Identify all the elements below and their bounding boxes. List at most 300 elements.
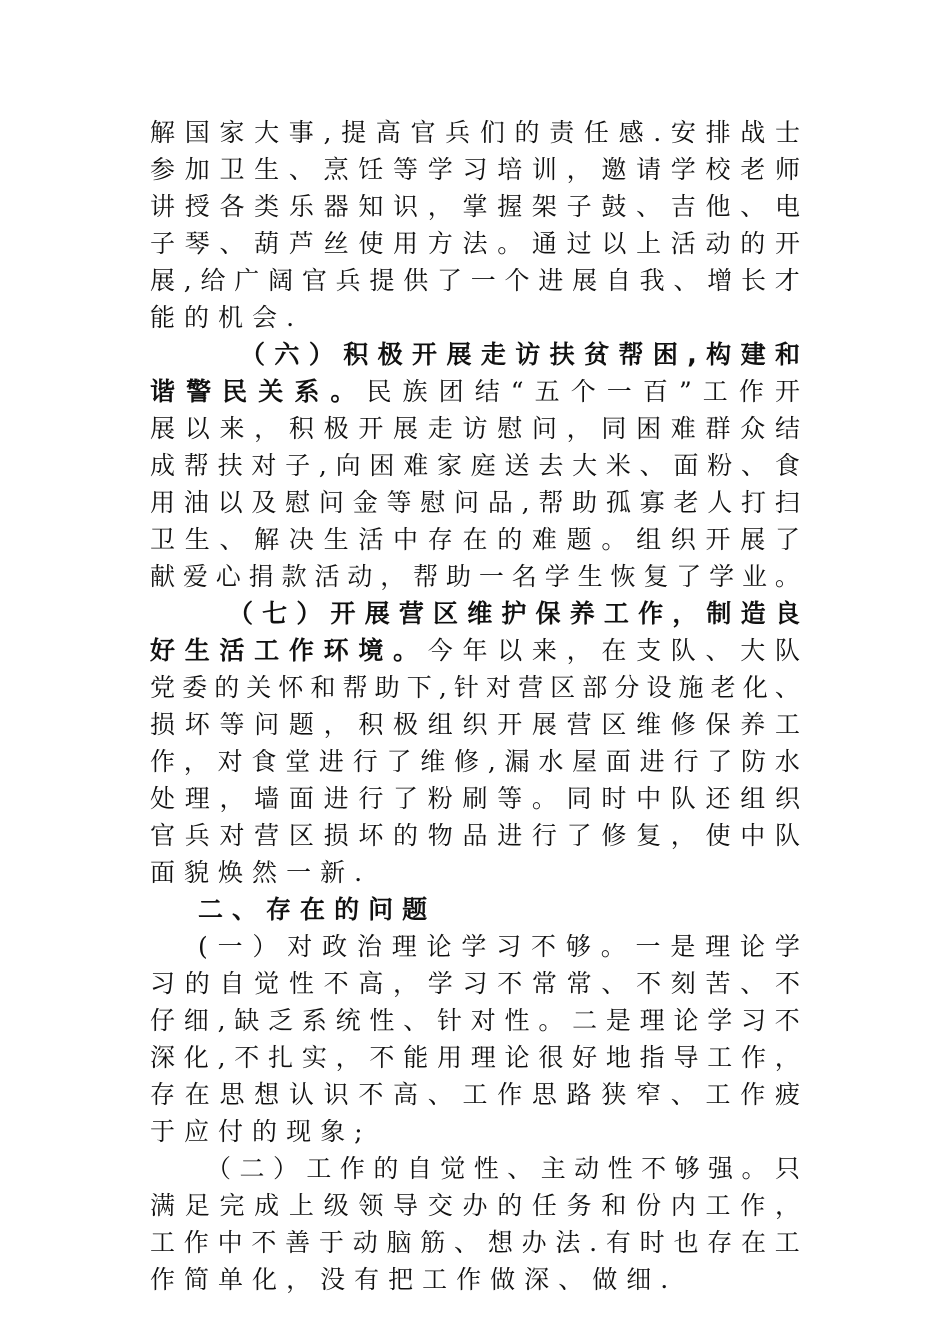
text-char: 扶 — [217, 451, 243, 480]
text-char: 交 — [427, 1191, 453, 1220]
text-char: 学 — [427, 155, 453, 184]
text-char: 存 — [150, 1080, 176, 1109]
text-char: 、 — [636, 192, 662, 221]
text-char: 学 — [670, 155, 696, 184]
text-char: 想 — [487, 1228, 513, 1257]
text-char: 以 — [497, 636, 523, 665]
text-char: 、 — [288, 155, 314, 184]
text-char: 不 — [774, 969, 800, 998]
text-char: 活 — [670, 229, 696, 258]
text-char: 队 — [670, 784, 696, 813]
text-char: 、 — [639, 451, 665, 480]
text-char: 也 — [673, 1228, 699, 1257]
text-char: 觉 — [440, 1154, 466, 1183]
text-char: 好 — [572, 1043, 598, 1072]
text-char: 同 — [566, 784, 592, 813]
text-char: 二 — [198, 895, 224, 924]
text-char: 展 — [572, 266, 598, 295]
text-line — [150, 520, 800, 560]
text-char: 、 — [740, 969, 766, 998]
text-char: 一 — [606, 377, 632, 406]
text-char: 家 — [219, 118, 245, 147]
text-line — [150, 853, 800, 893]
text-char: 队 — [774, 821, 800, 850]
text-char: 好 — [150, 636, 176, 665]
text-char: 帮 — [183, 451, 209, 480]
text-char: 动 — [352, 1228, 378, 1257]
text-char: 保 — [705, 710, 731, 739]
text-char: 面 — [673, 451, 699, 480]
text-char: 完 — [219, 1191, 245, 1220]
text-char: 制 — [706, 599, 732, 628]
text-char: 去 — [538, 451, 564, 480]
text-char: 极 — [393, 710, 419, 739]
text-char: 老 — [673, 488, 699, 517]
text-char: 。 — [774, 562, 800, 591]
text-char: ， — [183, 747, 209, 776]
text-char: 生 — [323, 525, 349, 554]
text-char: , — [438, 673, 447, 702]
text-char: 困 — [369, 451, 395, 480]
text-char: 思 — [219, 1080, 245, 1109]
text-char: 慰 — [497, 414, 523, 443]
text-char: 了 — [386, 747, 412, 776]
text-char: ， — [323, 710, 349, 739]
text-char: 国 — [184, 118, 210, 147]
text-char: 不 — [251, 1228, 277, 1257]
text-char: 帮 — [413, 562, 439, 591]
text-char: 给 — [200, 266, 226, 295]
text-char: 老 — [710, 673, 736, 702]
text-char: , — [217, 1043, 226, 1072]
text-char: （ — [228, 599, 254, 628]
text-char: （ — [206, 1154, 232, 1183]
text-char: 、 — [673, 266, 699, 295]
text-char: 是 — [670, 932, 696, 961]
text-char: 屋 — [572, 747, 598, 776]
text-char: 供 — [403, 266, 429, 295]
text-line — [150, 779, 800, 819]
text-char: 工 — [603, 599, 629, 628]
text-char: ， — [566, 414, 592, 443]
text-char: 展 — [364, 599, 390, 628]
text-char: 个 — [570, 377, 596, 406]
text-line — [228, 594, 800, 634]
text-char: ” — [678, 377, 692, 406]
text-char: 众 — [740, 414, 766, 443]
text-char: 帮 — [342, 673, 368, 702]
text-char: 对 — [287, 932, 313, 961]
text-char: 存 — [427, 525, 453, 554]
text-char: 极 — [377, 340, 403, 369]
text-char: 的 — [740, 229, 766, 258]
text-char: 电 — [774, 192, 800, 221]
text-char: 的 — [497, 525, 523, 554]
text-char: 工 — [702, 377, 728, 406]
text-char: 、 — [403, 1006, 429, 1035]
text-char: 主 — [540, 1154, 566, 1183]
text-char: 上 — [636, 229, 662, 258]
text-char: 成 — [150, 451, 176, 480]
text-char: 解 — [254, 525, 280, 554]
text-char: , — [487, 747, 496, 776]
text-char: 习 — [462, 969, 488, 998]
text-char: 中 — [740, 821, 766, 850]
text-char: 区 — [433, 599, 459, 628]
text-char: 保 — [535, 599, 561, 628]
text-char: 走 — [480, 340, 506, 369]
text-char: 不 — [636, 969, 662, 998]
text-char: （ — [240, 340, 266, 369]
text-char: 丝 — [323, 229, 349, 258]
text-char: 内 — [670, 1191, 696, 1220]
text-char: 不 — [323, 969, 349, 998]
text-char: ） — [308, 340, 334, 369]
text-char: 焕 — [218, 858, 244, 887]
text-char: 握 — [497, 192, 523, 221]
text-char: 自 — [219, 969, 245, 998]
text-line — [150, 1075, 800, 1115]
text-char: 地 — [605, 1043, 631, 1072]
text-char: 来 — [219, 414, 245, 443]
text-char: 、 — [558, 1265, 584, 1294]
text-char: 务 — [566, 1191, 592, 1220]
text-char: 机 — [218, 303, 244, 332]
text-char: 在 — [741, 1228, 767, 1257]
text-char: 用 — [393, 229, 419, 258]
text-char: 环 — [323, 636, 349, 665]
text-char: 怀 — [278, 673, 304, 702]
text-char: 作 — [456, 1265, 482, 1294]
text-char: 营 — [254, 821, 280, 850]
text-char: 战 — [740, 118, 766, 147]
text-char: 化 — [742, 673, 768, 702]
text-char: 关 — [246, 673, 272, 702]
text-char: 七 — [262, 599, 288, 628]
text-char: 论 — [504, 1043, 530, 1072]
text-char: 等 — [386, 488, 412, 517]
text-char: 助 — [572, 488, 598, 517]
text-char: 筋 — [420, 1228, 446, 1257]
text-char: ） — [272, 1154, 298, 1183]
text-char: 作 — [738, 377, 764, 406]
text-char: 的 — [184, 969, 210, 998]
text-char: 区 — [601, 710, 627, 739]
text-char: 组 — [740, 784, 766, 813]
text-char: 困 — [652, 340, 678, 369]
text-char: 队 — [670, 636, 696, 665]
text-char: 导 — [393, 1191, 419, 1220]
text-char: 帮 — [538, 488, 564, 517]
text-char: 很 — [538, 1043, 564, 1072]
text-char: 工 — [306, 1154, 332, 1183]
text-char: 的 — [184, 303, 210, 332]
text-char: 任 — [583, 118, 609, 147]
text-char: 认 — [288, 1080, 314, 1109]
text-char: 细 — [183, 1006, 209, 1035]
text-char: 解 — [150, 118, 176, 147]
text-char: 常 — [566, 969, 592, 998]
text-char: 和 — [601, 1191, 627, 1220]
text-char: 讲 — [150, 192, 176, 221]
text-char: 时 — [639, 1228, 665, 1257]
text-char: 新 — [320, 858, 346, 887]
text-char: 士 — [774, 118, 800, 147]
text-char: 面 — [150, 858, 176, 887]
text-char: 提 — [369, 266, 395, 295]
text-char: 时 — [601, 784, 627, 813]
text-char: 工 — [705, 1191, 731, 1220]
text-char: 家 — [436, 451, 462, 480]
text-char: 学 — [544, 562, 570, 591]
text-char: 学 — [774, 932, 800, 961]
text-char: 针 — [453, 673, 479, 702]
text-char: 营 — [518, 673, 544, 702]
text-char: 。 — [538, 1006, 564, 1035]
text-char: 进 — [538, 266, 564, 295]
text-char: 作 — [497, 1080, 523, 1109]
text-char: 访 — [462, 414, 488, 443]
text-char: 活 — [219, 636, 245, 665]
text-char: 行 — [352, 747, 378, 776]
text-char: 工 — [707, 1043, 733, 1072]
text-char: 来 — [531, 636, 557, 665]
text-char: 的 — [252, 1117, 278, 1146]
text-char: 常 — [531, 969, 557, 998]
text-char: 活 — [358, 525, 384, 554]
text-char: 会 — [252, 303, 278, 332]
text-char: 刷 — [462, 784, 488, 813]
text-char: 团 — [438, 377, 464, 406]
text-char: 建 — [740, 340, 766, 369]
text-char: 打 — [741, 488, 767, 517]
text-char: 米 — [605, 451, 631, 480]
text-char: 问 — [531, 414, 557, 443]
text-char: 施 — [678, 673, 704, 702]
text-char: 性 — [473, 1154, 499, 1183]
text-char: 年 — [462, 636, 488, 665]
text-char: 水 — [538, 747, 564, 776]
text-char: 份 — [636, 1191, 662, 1220]
text-char: 寡 — [639, 488, 665, 517]
text-char: 治 — [356, 932, 382, 961]
text-char: 琴 — [184, 229, 210, 258]
text-char: 参 — [150, 155, 176, 184]
text-char: 系 — [301, 1006, 327, 1035]
text-char: ） — [296, 599, 322, 628]
text-char: 组 — [636, 525, 662, 554]
text-char: 做 — [592, 1265, 618, 1294]
text-char: 于 — [318, 1228, 344, 1257]
text-line — [150, 446, 800, 486]
text-line — [150, 113, 800, 153]
text-char: 级 — [323, 1191, 349, 1220]
text-char: 组 — [427, 710, 453, 739]
text-char: 指 — [639, 1043, 665, 1072]
text-char: 积 — [288, 414, 314, 443]
text-char: 责 — [549, 118, 575, 147]
text-char: 一 — [478, 562, 504, 591]
text-char: 兵 — [184, 821, 210, 850]
text-char: 处 — [150, 784, 176, 813]
text-char: 感 — [618, 118, 644, 147]
text-char: 谐 — [150, 377, 176, 406]
text-char: 上 — [288, 1191, 314, 1220]
text-char: 子 — [150, 229, 176, 258]
text-char: 复 — [636, 821, 662, 850]
text-char: 漏 — [504, 747, 530, 776]
text-char: 进 — [639, 747, 665, 776]
text-line — [150, 1186, 800, 1226]
text-char: , — [217, 1006, 226, 1035]
text-char: 和 — [774, 340, 800, 369]
text-char: 有 — [605, 1228, 631, 1257]
text-char: 善 — [285, 1228, 311, 1257]
text-char: 、 — [670, 1080, 696, 1109]
text-char: ， — [566, 155, 592, 184]
text-char: 老 — [740, 155, 766, 184]
text-char: 展 — [446, 340, 472, 369]
text-char: 题 — [402, 895, 428, 924]
text-char: 阔 — [268, 266, 294, 295]
text-char: 维 — [420, 747, 446, 776]
text-char: ( — [198, 932, 208, 961]
text-char: 群 — [705, 414, 731, 443]
text-char: 助 — [446, 562, 472, 591]
text-char: 付 — [218, 1117, 244, 1146]
text-char: 分 — [614, 673, 640, 702]
text-char: 对 — [485, 673, 511, 702]
text-char: 法 — [462, 229, 488, 258]
text-char: 活 — [314, 562, 340, 591]
text-char: 设 — [646, 673, 672, 702]
text-char: 题 — [288, 710, 314, 739]
text-char: 开 — [774, 377, 800, 406]
text-char: 族 — [402, 377, 428, 406]
text-char: 品 — [462, 821, 488, 850]
text-char: 满 — [150, 1191, 176, 1220]
text-char: 通 — [531, 229, 557, 258]
text-char: 吉 — [670, 192, 696, 221]
text-char: 维 — [636, 710, 662, 739]
text-char: 进 — [497, 821, 523, 850]
text-char: 自 — [406, 1154, 432, 1183]
text-char: 结 — [774, 414, 800, 443]
text-char: 理 — [470, 1043, 496, 1072]
text-char: 开 — [705, 525, 731, 554]
text-char: 的 — [514, 118, 540, 147]
text-char: 了 — [707, 747, 733, 776]
text-char: 鼓 — [601, 192, 627, 221]
text-char: 不 — [358, 1080, 384, 1109]
text-char: 造 — [740, 599, 766, 628]
text-char: 了 — [676, 562, 702, 591]
text-char: 我 — [639, 266, 665, 295]
text-char: 自 — [605, 266, 631, 295]
text-char: 等 — [393, 155, 419, 184]
text-char: 领 — [358, 1191, 384, 1220]
text-char: 够 — [565, 932, 591, 961]
text-line — [150, 298, 800, 338]
text-char: 各 — [219, 192, 245, 221]
text-char: 助 — [374, 673, 400, 702]
text-char: 难 — [670, 414, 696, 443]
text-char: 乏 — [268, 1006, 294, 1035]
text-line — [150, 1260, 800, 1300]
text-char: 们 — [479, 118, 505, 147]
text-char: 学 — [427, 969, 453, 998]
text-char: 粉 — [707, 451, 733, 480]
text-char: ， — [774, 1043, 800, 1072]
text-char: 用 — [436, 1043, 462, 1072]
text-char: 系 — [294, 377, 320, 406]
text-char: ） — [252, 932, 278, 961]
text-char: 及 — [251, 488, 277, 517]
text-char: 简 — [184, 1265, 210, 1294]
text-char: 他 — [705, 192, 731, 221]
text-char: 加 — [184, 155, 210, 184]
text-char: 针 — [436, 1006, 462, 1035]
text-line — [150, 742, 800, 782]
text-char: 方 — [427, 229, 453, 258]
text-char: 用 — [150, 488, 176, 517]
text-char: 子 — [285, 451, 311, 480]
text-char: 办 — [521, 1228, 547, 1257]
text-char: 、 — [601, 969, 627, 998]
text-char: 织 — [462, 710, 488, 739]
text-char: 贫 — [584, 340, 610, 369]
text-char: 。 — [600, 932, 626, 961]
text-char: 授 — [184, 192, 210, 221]
text-char: 二 — [239, 1154, 265, 1183]
text-char: ， — [286, 1265, 312, 1294]
text-char: 中 — [636, 784, 662, 813]
text-char: 动 — [574, 1154, 600, 1183]
text-char: 存 — [707, 1228, 733, 1257]
text-char: 的 — [334, 895, 360, 924]
text-char: 的 — [497, 1191, 523, 1220]
text-line — [150, 261, 800, 301]
text-char: 仔 — [150, 1006, 176, 1035]
text-char: 。 — [497, 229, 523, 258]
text-char: 高 — [393, 1080, 419, 1109]
text-char: 高 — [375, 118, 401, 147]
text-char: 官 — [150, 821, 176, 850]
text-char: ， — [774, 1191, 800, 1220]
text-char: 不 — [774, 1006, 800, 1035]
text-char: 习 — [741, 1006, 767, 1035]
text-char: . — [589, 1228, 598, 1257]
text-line — [150, 409, 800, 449]
text-char: 个 — [504, 266, 530, 295]
text-char: 、 — [741, 451, 767, 480]
text-char: 关 — [258, 377, 284, 406]
text-char: 损 — [323, 821, 349, 850]
text-char: 事 — [288, 118, 314, 147]
text-line — [150, 964, 800, 1004]
text-char: 复 — [643, 562, 669, 591]
text-char: 论 — [740, 932, 766, 961]
text-char: 帮 — [618, 340, 644, 369]
text-char: 才 — [774, 266, 800, 295]
text-char: 然 — [252, 858, 278, 887]
text-char: 培 — [497, 155, 523, 184]
text-char: 作 — [740, 1080, 766, 1109]
text-line — [150, 668, 800, 708]
text-char: 化 — [183, 1043, 209, 1072]
text-char: 的 — [214, 673, 240, 702]
text-char: 排 — [705, 118, 731, 147]
